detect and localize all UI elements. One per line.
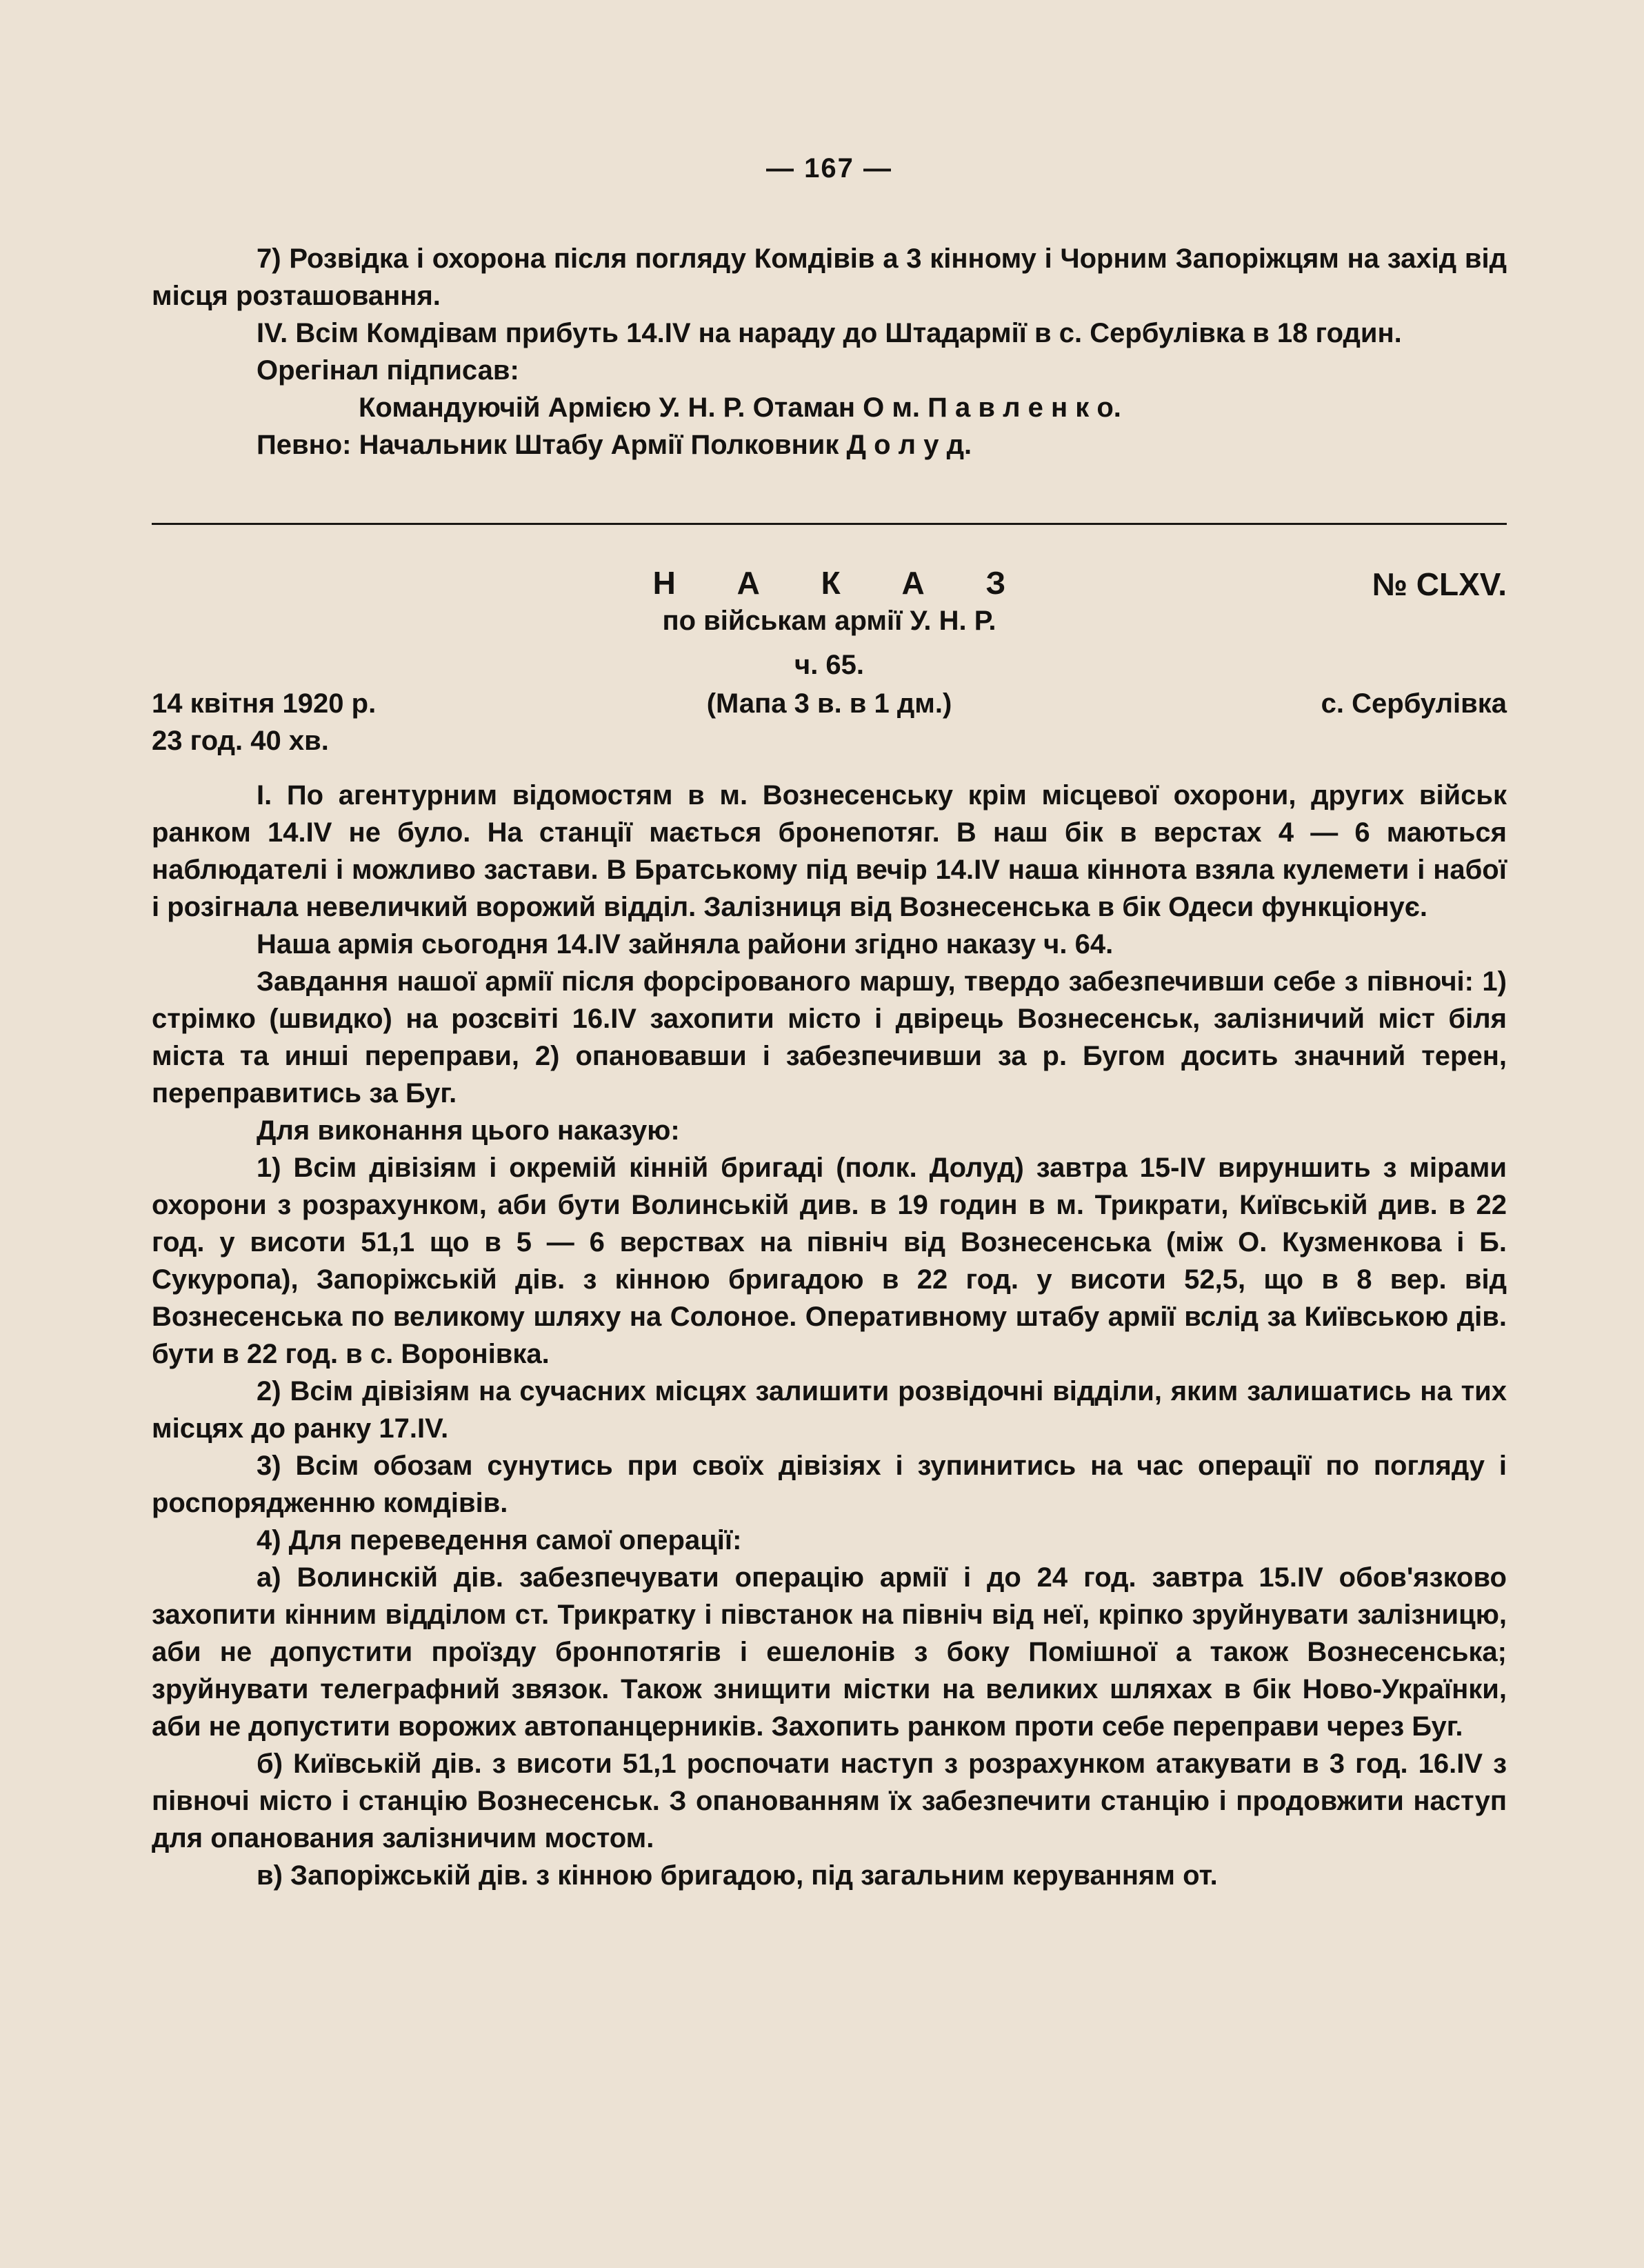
- paragraph: IV. Всім Комдівам прибуть 14.IV на нараду до Штадармії в с. Сербулівка в 18 годин.: [257, 318, 1402, 348]
- paragraph: 2) Всім дівізіям на сучасних місцях залишити розвідочні відділи, яким залишатись на тих місцях до ранку 17.IV.: [152, 1376, 1507, 1444]
- order-title: Н А К А З: [652, 565, 1032, 601]
- paragraph: а) Волинскій дів. забезпечувати операцію армії і до 24 год. завтра 15.IV обов'язково захопити кінним відділом ст. Трикратку і півстанок на північ від неї, кріпко зруйнувати залізницю, аби не допустити проїзду бронпотягів і ешелонів з боку Помішної а також Вознесенська; зруйнувати телеграфний звязок. Також знищити містки на великих шляхах в бік Ново-Українки, аби не допустити ворожих автопанцерників. Захопить ранком проти себе переправи через Буг.: [152, 1562, 1507, 1742]
- paragraph: в) Запоріжській дів. з кінною бригадою, під загальним керуванням от.: [257, 1860, 1218, 1891]
- order-number: № CLXV.: [1372, 566, 1507, 602]
- order-subtitle: по військам армії У. Н. Р.: [662, 606, 996, 636]
- paragraph: б) Київській дів. з висоти 51,1 роспочати наступ з розрахунком атакувати в 3 год. 16.IV з півночі місто і станцію Вознесенськ. З опанованням їх забезпечити станцію і продовжити наступ для опанования залізничим мостом.: [152, 1749, 1507, 1853]
- top-section: [152, 240, 1507, 464]
- paragraph: 3) Всім обозам сунутись при своїх дівізіях і зупинитись на час операції по погляду і роспорядженню комдівів.: [152, 1451, 1507, 1518]
- paragraph: Завдання нашої армії після форсірованого маршу, твердо забезпечивши себе з півночі: 1) стрімко (швидко) на розсвіті 16.IV захопити місто і двірець Вознесенськ, залізничий міст біля міста та инші переправи, 2) опановавши і забезпечивши за р. Бугом досить значний терен, переправитись за Буг.: [152, 966, 1507, 1108]
- document-page: [152, 0, 1507, 2268]
- order-date: 14 квітня 1920 р.: [152, 688, 377, 719]
- paragraph: 4) Для переведення самої операції:: [257, 1525, 742, 1555]
- section-divider: [152, 523, 1507, 525]
- certified-line: Певно: Начальник Штабу Армії Полковник Д о л у д.: [257, 430, 972, 460]
- page-number: — 167 —: [766, 153, 892, 183]
- paragraph: I. По агентурним відомостям в м. Вознесенську крім місцевої охорони, других військ ранком 14.IV не було. На станції мається бронепотяг. В наш бік в верстах 4 — 6 маються наблюдателі і можливо застави. В Братському під вечір 14.IV наша кіннота взяла кулемети і набої і розігнала невеличкий ворожий відділ. Залізниця від Вознесенська в бік Одеси функціонує.: [152, 780, 1507, 922]
- order-map: (Мапа 3 в. в 1 дм.): [706, 688, 952, 719]
- paragraph: 1) Всім дівізіям і окремій кінній бригаді (полк. Долуд) завтра 15-IV вируншить з мірами охорони з розрахунком, аби бути Волинській див. в 19 годин в м. Трикрати, Київській див. в 22 год. у висоти 51,1 що в 5 — 6 верствах на північ від Вознесенська (між О. Кузменкова і Б. Сукуропа), Запоріжській дів. з кінною бригадою в 22 год. у висоти 52,5, що в 8 вер. від Вознесенська по великому шляху на Солоное. Оперативному штабу армії вслід за Київською дів. бути в 22 год. в с. Воронівка.: [152, 1153, 1507, 1369]
- signatory-line: Командуючій Армією У. Н. Р. Отаман О м. П а в л е н к о.: [359, 392, 1121, 423]
- paragraph: Для виконання цього наказую:: [257, 1115, 680, 1146]
- order-place: с. Сербулівка: [1321, 688, 1507, 719]
- original-signed-label: Орегінал підписав:: [257, 355, 519, 386]
- order-part: ч. 65.: [794, 650, 865, 680]
- paragraph: 7) Розвідка і охорона після погляду Комдівів а 3 кінному і Чорним Запоріжцям на захід від місця розташовання.: [152, 243, 1507, 311]
- order-body: [152, 777, 1507, 1894]
- order-time: 23 год. 40 хв.: [152, 726, 329, 756]
- paragraph: Наша армія сьогодня 14.IV зайняла райони згідно наказу ч. 64.: [257, 929, 1114, 959]
